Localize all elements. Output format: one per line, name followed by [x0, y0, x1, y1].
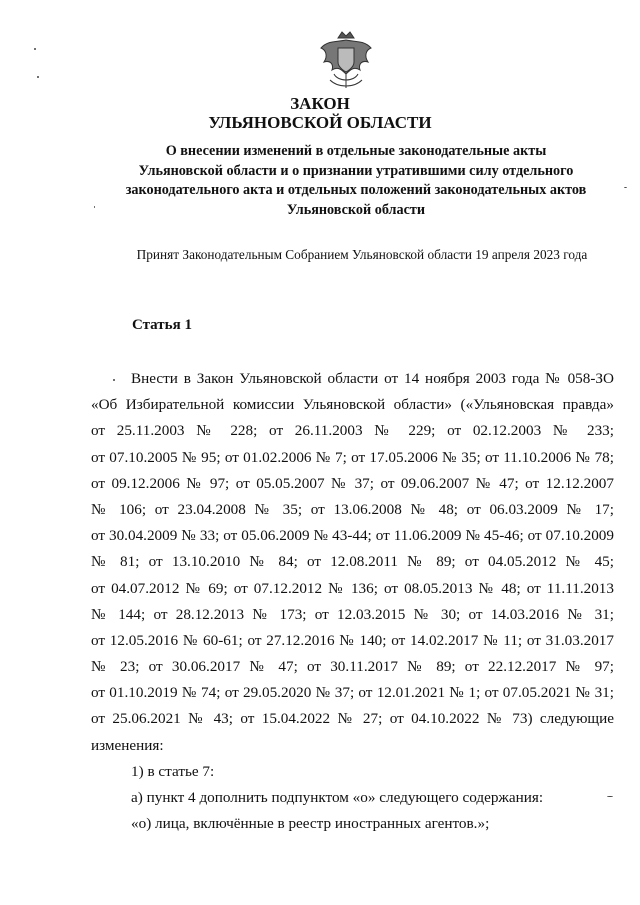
list-item-point-4: а) пункт 4 дополнить подпунктом «о» следующего содержания:	[131, 789, 544, 806]
paragraph-line: № 106; от 23.04.2008 № 35; от 13.06.2008 № 48; от 06.03.2009 № 17;	[91, 500, 614, 518]
region-title: УЛЬЯНОВСКОЙ ОБЛАСТИ	[208, 113, 432, 132]
paragraph-line: от 25.11.2003 № 228; от 26.11.2003 № 229; от 02.12.2003 № 233;	[91, 422, 614, 440]
paragraph-line: от 12.05.2016 № 60-61; от 27.12.2016 № 140; от 14.02.2017 № 11; от 31.03.2017	[91, 631, 614, 649]
subtitle-line: Ульяновской области и о признании утратившими силу отдельного	[138, 162, 574, 179]
article-body	[91, 366, 614, 837]
scan-speck	[607, 796, 613, 797]
paragraph-line: от 01.10.2019 № 74; от 29.05.2020 № 37; от 12.01.2021 № 1; от 07.05.2021 № 31;	[91, 684, 614, 702]
law-subtitle	[100, 142, 612, 220]
law-title: ЗАКОН	[290, 94, 350, 113]
scan-speck	[34, 48, 36, 50]
paragraph-line: от 30.04.2009 № 33; от 05.06.2009 № 43-44; от 11.06.2009 № 45-46; от 07.10.2009	[91, 527, 614, 545]
scan-speck	[94, 206, 95, 208]
subtitle-line: О внесении изменений в отдельные законодательные акты	[165, 143, 547, 159]
scan-speck	[113, 379, 115, 381]
list-item-subpoint-o: «о) лица, включённые в реестр иностранных агентов.»;	[131, 815, 490, 833]
scan-speck	[37, 76, 39, 78]
paragraph-line: от 25.06.2021 № 43; от 15.04.2022 № 27; от 04.10.2022 № 73) следующие	[91, 710, 614, 728]
paragraph-line: изменения:	[91, 736, 164, 754]
paragraph-line: от 09.12.2006 № 97; от 05.05.2007 № 37; от 09.06.2007 № 47; от 12.12.2007	[91, 474, 614, 492]
paragraph-line: от 07.10.2005 № 95; от 01.02.2006 № 7; от 17.05.2006 № 35; от 11.10.2006 № 78;	[91, 448, 614, 466]
coat-of-arms-icon	[318, 30, 374, 90]
subtitle-line: Ульяновской области	[286, 201, 426, 218]
paragraph-line: Внести в Закон Ульяновской области от 14 ноября 2003 года № 058-ЗО	[131, 370, 614, 387]
paragraph-line: № 23; от 30.06.2017 № 47; от 30.11.2017 № 89; от 22.12.2017 № 97;	[91, 658, 614, 676]
paragraph-line: № 144; от 28.12.2013 № 173; от 12.03.2015 № 30; от 14.03.2016 № 31;	[91, 605, 614, 623]
article-heading: Статья 1	[132, 317, 192, 333]
paragraph-line: № 81; от 13.10.2010 № 84; от 12.08.2011 № 89; от 04.05.2012 № 45;	[91, 553, 614, 571]
paragraph-line: «Об Избирательной комиссии Ульяновской области» («Ульяновская правда»	[91, 396, 614, 414]
adoption-note: Принят Законодательным Собранием Ульяновской области 19 апреля 2023 года	[136, 247, 588, 262]
paragraph-line: от 04.07.2012 № 69; от 07.12.2012 № 136; от 08.05.2013 № 48; от 11.11.2013	[91, 579, 614, 597]
subtitle-line: законодательного акта и отдельных положений законодательных актов	[125, 182, 587, 198]
scan-speck	[624, 187, 627, 188]
list-item-article-7: 1) в статье 7:	[131, 762, 215, 780]
